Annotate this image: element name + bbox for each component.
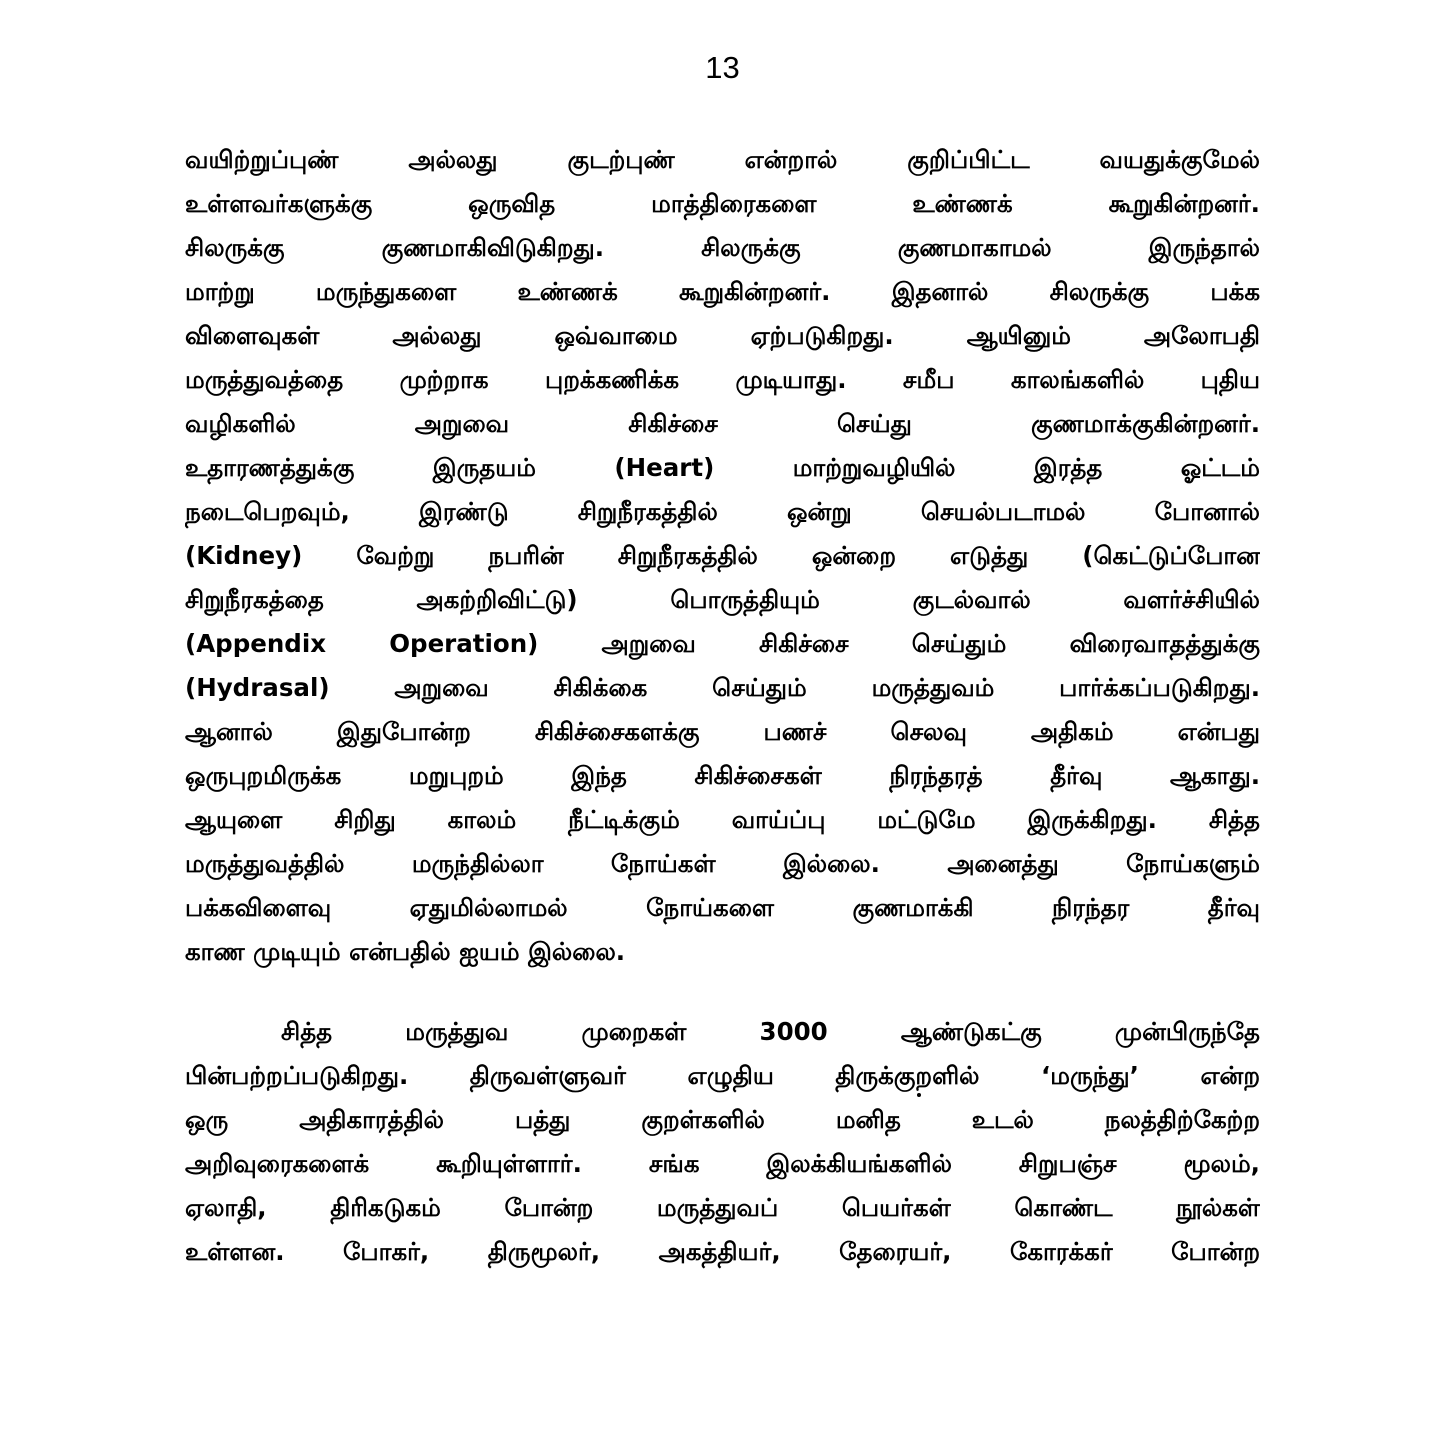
text-line: ஒருபுறமிருக்க மறுபுறம் இந்த சிகிச்சைகள் நிரந்தரத் தீர்வு ஆகாது. bbox=[185, 761, 1260, 790]
paragraph-1 bbox=[185, 138, 1260, 974]
text-line: மாற்று மருந்துகளை உண்ணக் கூறுகின்றனர். இதனால் சிலருக்கு பக்க bbox=[185, 277, 1260, 306]
text-line: நடைபெறவும், இரண்டு சிறுநீரகத்தில் ஒன்று செயல்படாமல் போனால் bbox=[185, 497, 1260, 526]
body-text bbox=[185, 138, 1260, 1274]
text-line: சிறுநீரகத்தை அகற்றிவிட்டு) பொருத்தியும் குடல்வால் வளர்ச்சியில் bbox=[185, 585, 1260, 614]
text-line: உள்ளவர்களுக்கு ஒருவித மாத்திரைகளை உண்ணக் கூறுகின்றனர். bbox=[185, 189, 1260, 218]
stray-dot-mark bbox=[917, 1093, 921, 1097]
text-line: ஆயுளை சிறிது காலம் நீட்டிக்கும் வாய்ப்பு மட்டுமே இருக்கிறது. சித்த bbox=[185, 805, 1260, 834]
paragraph-2 bbox=[185, 1010, 1260, 1274]
text-line: வழிகளில் அறுவை சிகிச்சை செய்து குணமாக்குகின்றனர். bbox=[185, 409, 1260, 438]
text-line: (Hydrasal) அறுவை சிகிக்கை செய்தும் மருத்துவம் பார்க்கப்படுகிறது. bbox=[185, 673, 1260, 702]
paragraph-spacer bbox=[185, 974, 1260, 1010]
text-line: காண முடியும் என்பதில் ஐயம் இல்லை. bbox=[185, 937, 626, 966]
text-line: ஒரு அதிகாரத்தில் பத்து குறள்களில் மனித உடல் நலத்திற்கேற்ற bbox=[185, 1105, 1260, 1134]
text-line: மருத்துவத்தில் மருந்தில்லா நோய்கள் இல்லை. அனைத்து நோய்களும் bbox=[185, 849, 1260, 878]
page-number: 13 bbox=[705, 50, 740, 85]
text-line: மருத்துவத்தை முற்றாக புறக்கணிக்க முடியாது. சமீப காலங்களில் புதிய bbox=[185, 365, 1260, 394]
text-line: வயிற்றுப்புண் அல்லது குடற்புண் என்றால் குறிப்பிட்ட வயதுக்குமேல் bbox=[185, 145, 1260, 174]
text-line: பக்கவிளைவு ஏதுமில்லாமல் நோய்களை குணமாக்கி நிரந்தர தீர்வு bbox=[185, 893, 1260, 922]
text-line: சித்த மருத்துவ முறைகள் 3000 ஆண்டுகட்கு முன்பிருந்தே bbox=[281, 1017, 1260, 1046]
text-line: விளைவுகள் அல்லது ஒவ்வாமை ஏற்படுகிறது. ஆயினும் அலோபதி bbox=[185, 321, 1260, 350]
text-line: பின்பற்றப்படுகிறது. திருவள்ளுவர் எழுதிய திருக்குறளில் ‘மருந்து’ என்ற bbox=[185, 1061, 1260, 1090]
text-line: உதாரணத்துக்கு இருதயம் (Heart) மாற்றுவழியில் இரத்த ஓட்டம் bbox=[185, 453, 1260, 482]
text-line: ஆனால் இதுபோன்ற சிகிச்சைகளக்கு பணச் செலவு அதிகம் என்பது bbox=[185, 717, 1260, 746]
text-line: (Kidney) வேற்று நபரின் சிறுநீரகத்தில் ஒன்றை எடுத்து (கெட்டுப்போன bbox=[185, 541, 1260, 570]
text-line: (Appendix Operation) அறுவை சிகிச்சை செய்தும் விரைவாதத்துக்கு bbox=[185, 629, 1260, 658]
text-line: சிலருக்கு குணமாகிவிடுகிறது. சிலருக்கு குணமாகாமல் இருந்தால் bbox=[185, 233, 1260, 262]
text-line: ஏலாதி, திரிகடுகம் போன்ற மருத்துவப் பெயர்கள் கொண்ட நூல்கள் bbox=[185, 1193, 1260, 1222]
text-line: உள்ளன. போகர், திருமூலர், அகத்தியர், தேரையர், கோரக்கர் போன்ற bbox=[185, 1237, 1260, 1266]
text-line: அறிவுரைகளைக் கூறியுள்ளார். சங்க இலக்கியங்களில் சிறுபஞ்ச மூலம், bbox=[185, 1149, 1260, 1178]
